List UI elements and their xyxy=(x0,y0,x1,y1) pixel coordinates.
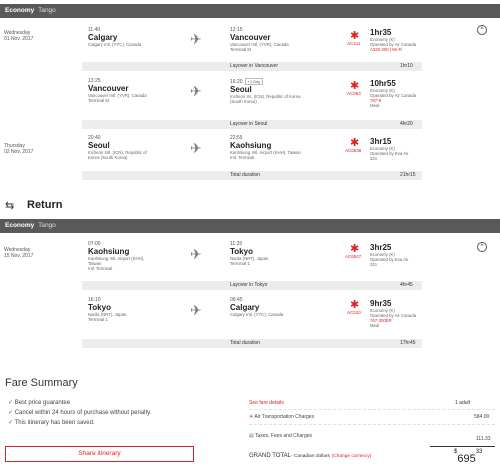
grand-total-label: GRAND TOTAL xyxy=(249,453,292,459)
cabin-class: Economy (K) xyxy=(370,37,395,42)
layover-time: 4hr45 xyxy=(400,282,413,288)
arr-airport: Narita (NRT), Japan xyxy=(230,256,269,261)
check-icon: ✓ xyxy=(8,420,14,426)
aircraft-label: 321 xyxy=(370,156,378,161)
receipt-icon: ▤ xyxy=(249,433,254,439)
layover-time: 1hr10 xyxy=(400,63,413,69)
taxes-row xyxy=(249,433,312,439)
layover-label: Layover in Vancouver xyxy=(230,63,278,69)
dep-airport: Calgary Intl. (YYC), Canada xyxy=(88,42,142,47)
duration: 1hr35 xyxy=(370,28,392,37)
departure-date xyxy=(4,247,33,259)
operated-by: Operated by Eva Air xyxy=(370,151,409,156)
total-time: 17hr45 xyxy=(400,340,416,346)
grand-total-row xyxy=(249,453,371,459)
taxes-label: Taxes, Fees and Charges xyxy=(255,433,313,439)
aircraft-link[interactable]: A320-200 xyxy=(370,47,389,52)
return-title: Return xyxy=(27,199,63,211)
air-canada-logo-icon: ✱ xyxy=(350,243,360,255)
cabin-class: Economy (K) xyxy=(370,88,395,93)
flight-number[interactable]: AC6538 xyxy=(345,148,362,153)
arr-terminal: Terminal 1 xyxy=(230,261,250,266)
arr-time: 16:20 xyxy=(230,79,243,85)
dep-terminal: Terminal M xyxy=(88,98,110,103)
segment-details xyxy=(370,137,470,161)
layover-row xyxy=(82,281,422,290)
arr-time: 09:45 xyxy=(230,297,243,303)
arr-airport-country: (South Korea) xyxy=(230,99,257,104)
arr-city: Vancouver xyxy=(230,33,271,42)
dep-time: 07:00 xyxy=(88,241,101,247)
total-time: 21hr15 xyxy=(400,172,416,178)
arr-terminal: Intl. Terminal xyxy=(230,155,255,160)
cabin-class: Economy (K) xyxy=(370,146,395,151)
fare-bullets xyxy=(8,398,151,428)
segment-arrival xyxy=(230,27,340,52)
layover-label: Layover in Seoul xyxy=(230,121,268,127)
dep-airport-country: Taiwan xyxy=(88,261,102,266)
segment-details: 1hr35 Economy (K) Operated by Air Canada A320-200 | Wi-Fi xyxy=(370,28,470,52)
transport-row xyxy=(249,414,314,420)
arr-city: Tokyo xyxy=(230,247,253,256)
segment-arrival xyxy=(230,78,345,104)
arr-city: Kaohsiung xyxy=(230,141,272,150)
flight-number[interactable]: AC010 xyxy=(347,310,361,315)
total-duration-row xyxy=(82,339,422,348)
layover-row xyxy=(82,120,422,129)
date-label: 01 Nov. 2017 xyxy=(4,36,34,42)
duration: 10hr55 xyxy=(370,79,396,88)
segment-arrival xyxy=(230,297,340,317)
arr-airport: Calgary Intl. (YYC), Canada xyxy=(230,312,284,317)
duration: 9hr35 xyxy=(370,299,392,308)
departure-date xyxy=(4,143,33,155)
check-icon: ✓ xyxy=(8,400,14,406)
duration: 3hr15 xyxy=(370,137,392,146)
arr-airport: Kaohsiung Intl. Airport (KHH), Taiwan xyxy=(230,150,301,155)
dep-airport-country: Korea (South Korea) xyxy=(88,155,128,160)
change-currency-link[interactable]: (Change currency) xyxy=(331,454,372,459)
fare-label: Tango xyxy=(38,222,56,229)
currency-symbol: $ xyxy=(454,449,458,455)
dep-time: 20:40 xyxy=(88,135,101,141)
air-canada-logo-icon: ✱ xyxy=(350,137,360,149)
divider xyxy=(249,424,495,425)
meal-label: Meal xyxy=(370,323,380,328)
arr-airport: Incheon Int. (ICN), Republic of Korea xyxy=(230,94,301,99)
segment-departure xyxy=(88,135,188,160)
bullet-text: Cancel within 24 hours of purchase without penalty. xyxy=(14,410,152,416)
transport-value: 584.00 xyxy=(474,414,490,420)
plane-icon: ✈ xyxy=(190,246,202,262)
operated-by: Operated by Air Canada xyxy=(370,42,417,47)
segment-details xyxy=(370,299,470,328)
arr-city: Calgary xyxy=(230,303,260,312)
segment-departure xyxy=(88,27,178,47)
layover-time: 4hr20 xyxy=(400,121,413,127)
dep-time: 16:10 xyxy=(88,297,101,303)
arr-time: 12:15 xyxy=(230,27,243,33)
segment-departure xyxy=(88,78,188,103)
dep-airport: Vancouver Intl. (YVR), Canada xyxy=(88,93,147,98)
dep-time: 11:40 xyxy=(88,27,101,33)
meal-label: Meal xyxy=(370,103,380,108)
share-itinerary-button[interactable]: Share itinerary xyxy=(5,446,194,462)
bullet-text: This itinerary has been saved. xyxy=(14,420,95,426)
aircraft-link[interactable]: 767-300ER xyxy=(370,318,392,323)
dep-city: Tokyo xyxy=(88,303,111,312)
operated-by: Operated by Air Canada xyxy=(370,313,417,318)
segment-departure xyxy=(88,241,188,271)
dep-airport: Narita (NRT), Japan xyxy=(88,312,127,317)
bullet-item xyxy=(8,408,151,418)
day-label: Thursday xyxy=(4,143,25,149)
outbound-fare-header xyxy=(0,4,500,18)
taxes-value: 111.33 xyxy=(476,436,491,442)
dep-airport: Kaohsiung Intl. Airport (KHH), xyxy=(88,256,145,261)
dep-city: Calgary xyxy=(88,33,118,42)
arr-time: 22:55 xyxy=(230,135,243,141)
adult-count: 1 adult xyxy=(455,400,471,406)
air-canada-logo-icon: ✱ xyxy=(350,30,360,42)
fare-summary-title: Fare Summary xyxy=(5,377,78,389)
flight-number[interactable]: AC063 xyxy=(347,91,361,96)
total-whole: 695 xyxy=(457,453,476,465)
total-cents: 33 xyxy=(475,449,483,455)
arr-airport: Vancouver Intl. (YVR), Canada xyxy=(230,42,289,47)
cabin-class: Economy (K) xyxy=(370,308,395,313)
total-label: Total duration xyxy=(230,172,261,178)
plane-icon: ✈ xyxy=(190,302,202,318)
plane-icon: ✈ xyxy=(190,31,202,47)
dep-city: Vancouver xyxy=(88,84,129,93)
arr-city: Seoul xyxy=(230,85,252,94)
segment-details xyxy=(370,79,470,108)
bullet-item xyxy=(8,418,151,428)
plus-day-badge: +1 Day xyxy=(245,78,264,85)
aircraft-link[interactable]: 787-9 xyxy=(370,98,381,103)
segment-departure xyxy=(88,297,188,322)
operated-by: Operated by Eva Air xyxy=(370,257,409,262)
collapse-toggle-icon[interactable]: ^ xyxy=(477,242,487,252)
date-label: 02 Nov. 2017 xyxy=(4,149,34,155)
arr-terminal: Terminal M xyxy=(230,47,252,52)
total-label: Total duration xyxy=(230,340,261,346)
total-duration-row xyxy=(82,171,422,180)
fare-label: Tango xyxy=(38,7,56,14)
return-plane-icon: ⇆ xyxy=(5,200,15,212)
segment-arrival xyxy=(230,241,340,266)
dep-time: 13:25 xyxy=(88,78,101,84)
operated-by: Operated by Air Canada xyxy=(370,93,417,98)
dep-terminal: Terminal 1 xyxy=(88,317,108,322)
total-underline xyxy=(430,446,495,447)
duration: 3hr25 xyxy=(370,243,392,252)
day-label: Wednesday xyxy=(4,30,31,36)
wifi-label: Wi-Fi xyxy=(392,47,403,52)
aircraft-label: 321 xyxy=(370,262,378,267)
cabin-label: Economy xyxy=(5,222,35,229)
see-fare-details-link[interactable]: See fare details xyxy=(249,400,284,406)
dep-airport: Incheon Intl. (ICN), Republic of xyxy=(88,150,147,155)
cabin-label: Economy xyxy=(5,7,35,14)
collapse-toggle-icon[interactable]: ^ xyxy=(477,25,487,35)
dep-terminal: Intl. Terminal xyxy=(88,266,113,271)
bullet-text: Best price guarantee xyxy=(14,400,71,406)
dep-city: Seoul xyxy=(88,141,110,150)
check-icon: ✓ xyxy=(8,410,14,416)
bullet-item xyxy=(8,398,151,408)
plane-icon: ✈ xyxy=(190,140,202,156)
dep-city: Kaohsiung xyxy=(88,247,130,256)
cabin-class: Economy (K) xyxy=(370,252,395,257)
departure-date xyxy=(4,30,33,42)
divider xyxy=(249,409,495,410)
flight-number[interactable]: AC211 xyxy=(347,41,361,46)
segment-details xyxy=(370,243,470,267)
arr-time: 11:25 xyxy=(230,241,243,247)
day-label: Wednesday xyxy=(4,247,31,253)
grand-total-amount xyxy=(454,449,482,467)
date-label: 15 Nov. 2017 xyxy=(4,253,34,259)
inbound-fare-header xyxy=(0,219,500,233)
air-canada-logo-icon: ✱ xyxy=(350,299,360,311)
flight-number[interactable]: AC6547 xyxy=(345,254,362,259)
plane-icon: ✈ xyxy=(249,414,254,420)
layover-row xyxy=(82,62,422,71)
segment-arrival xyxy=(230,135,345,160)
transport-label: Air Transportation Charges xyxy=(254,414,315,420)
air-canada-logo-icon: ✱ xyxy=(350,80,360,92)
layover-label: Layover in Tokyo xyxy=(230,282,268,288)
currency-label: - Canadian dollars xyxy=(291,454,330,459)
plane-icon: ✈ xyxy=(190,83,202,99)
